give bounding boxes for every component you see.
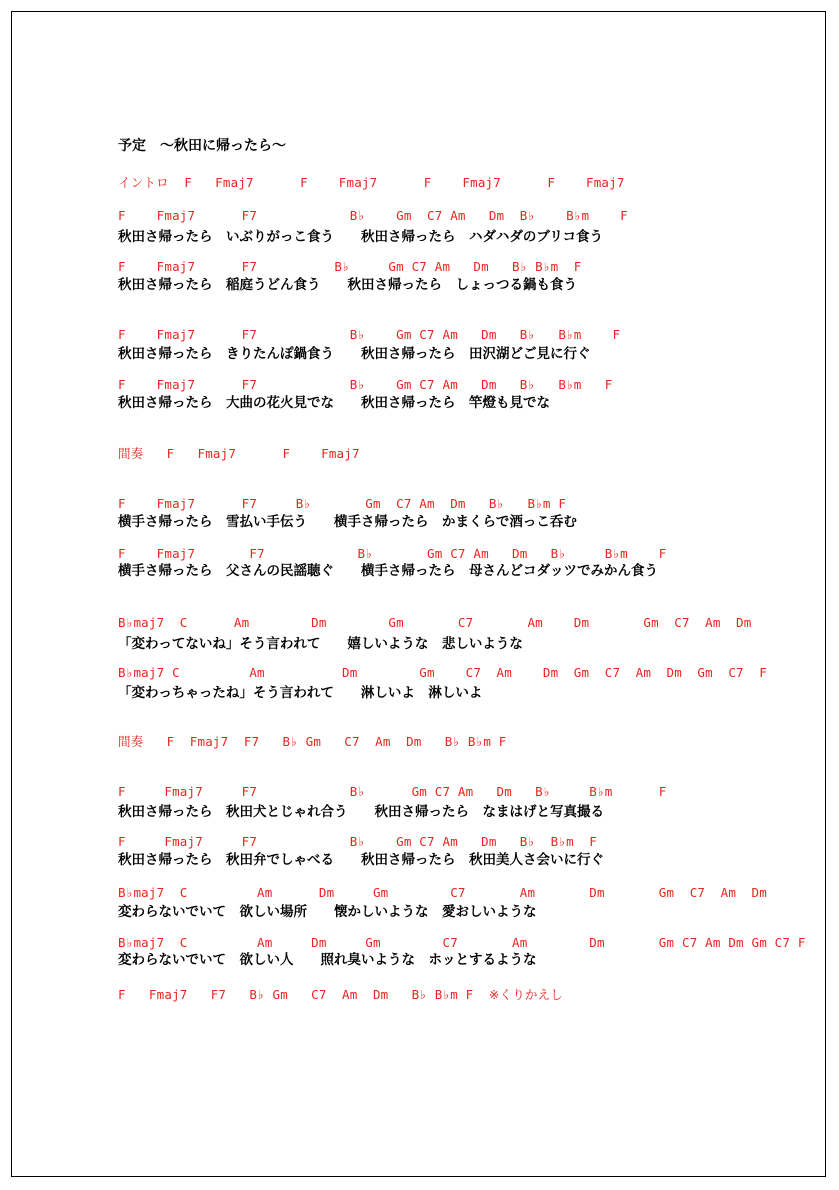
intro-chords: イントロ F Fmaj7 F Fmaj7 F Fmaj7 F Fmaj7 xyxy=(118,175,625,190)
chord-line: F Fmaj7 F7 B♭ Gm C7 Am Dm B♭ B♭m F xyxy=(118,834,597,849)
lyric-line: 横手さ帰ったら 雪払い手伝う 横手さ帰ったら かまくらで酒っこ呑む xyxy=(118,514,577,530)
lyric-line: 「変わってないね」そう言われて 嬉しいような 悲しいような xyxy=(118,636,523,652)
lyric-line: 「変わっちゃったね」そう言われて 淋しいよ 淋しいよ xyxy=(118,685,483,701)
lyric-line: 秋田さ帰ったら いぶりがっこ食う 秋田さ帰ったら ハダハダのブリコ食う xyxy=(118,229,604,245)
chord-line: F Fmaj7 F7 B♭ Gm C7 Am Dm B♭ B♭m F xyxy=(118,377,613,392)
chord-line: F Fmaj7 F7 B♭ Gm C7 Am Dm B♭ B♭m F xyxy=(118,327,621,342)
chord-line: F Fmaj7 F7 B♭ Gm C7 Am Dm B♭ B♭m F xyxy=(118,259,582,274)
chord-line: F Fmaj7 F7 B♭ Gm C7 Am Dm B♭ B♭m F xyxy=(118,208,628,223)
chord-line: F Fmaj7 F7 B♭ Gm C7 Am Dm B♭ B♭m F xyxy=(118,784,667,799)
lyric-line: 秋田さ帰ったら きりたんぽ鍋食う 秋田さ帰ったら 田沢湖どご見に行ぐ xyxy=(118,346,591,362)
lyric-line: 秋田さ帰ったら 秋田弁でしゃべる 秋田さ帰ったら 秋田美人さ会いに行ぐ xyxy=(118,852,604,868)
interlude-chords: 間奏 F Fmaj7 F7 B♭ Gm C7 Am Dm B♭ B♭m F xyxy=(118,734,507,749)
chord-line: F Fmaj7 F7 B♭ Gm C7 Am Dm B♭ B♭m F xyxy=(118,546,667,561)
lyric-line: 秋田さ帰ったら 大曲の花火見でな 秋田さ帰ったら 竿燈も見でな xyxy=(118,395,550,411)
chord-line: B♭maj7 C Am Dm Gm C7 Am Dm Gm C7 Am Dm Gm C7 F xyxy=(118,665,767,680)
lyric-line: 変わらないでいて 欲しい人 照れ臭いような ホッとするような xyxy=(118,952,537,968)
chord-line: B♭maj7 C Am Dm Gm C7 Am Dm Gm C7 Am Dm Gm C7 F xyxy=(118,935,806,950)
lyric-line: 秋田さ帰ったら 稲庭うどん食う 秋田さ帰ったら しょっつる鍋も食う xyxy=(118,277,577,293)
chord-line: B♭maj7 C Am Dm Gm C7 Am Dm Gm C7 Am Dm xyxy=(118,615,752,630)
song-title: 予定 ～秋田に帰ったら～ xyxy=(118,138,286,154)
lyric-line: 横手さ帰ったら 父さんの民謡聴ぐ 横手さ帰ったら 母さんどコダッツでみかん食う xyxy=(118,563,658,579)
lyric-line: 秋田さ帰ったら 秋田犬とじゃれ合う 秋田さ帰ったら なまはげと写真撮る xyxy=(118,804,604,820)
chord-line: F Fmaj7 F7 B♭ Gm C7 Am Dm B♭ B♭m F xyxy=(118,496,567,511)
interlude-chords: 間奏 F Fmaj7 F Fmaj7 xyxy=(118,446,360,461)
ending-chords: F Fmaj7 F7 B♭ Gm C7 Am Dm B♭ B♭m F ※くりかえし xyxy=(118,987,564,1002)
lyric-line: 変わらないでいて 欲しい場所 懐かしいような 愛おしいような xyxy=(118,904,537,920)
chord-line: B♭maj7 C Am Dm Gm C7 Am Dm Gm C7 Am Dm xyxy=(118,885,767,900)
